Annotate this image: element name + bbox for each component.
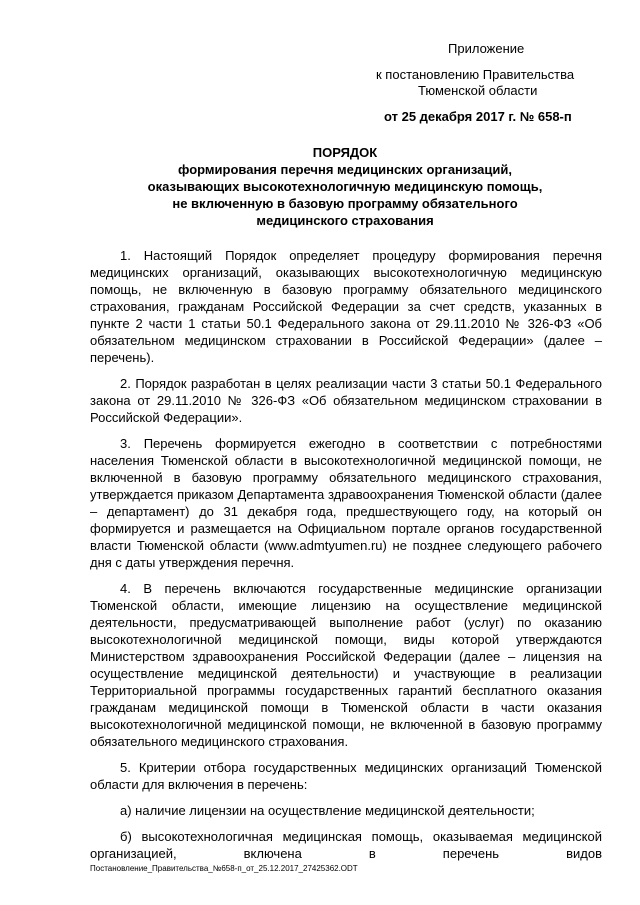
- resolution-line-2: Тюменской области: [418, 83, 538, 98]
- title-line-2: формирования перечня медицинских организаций,: [178, 162, 512, 177]
- document-title: [88, 144, 602, 229]
- document-body: [90, 247, 602, 862]
- paragraph-5: 5. Критерии отбора государственных медицинских организаций Тюменской области для включения в перечень:: [90, 760, 602, 792]
- title-line-4: не включенную в базовую программу обязательного: [172, 196, 518, 211]
- title-line-3: оказывающих высокотехнологичную медицинскую помощь,: [147, 179, 543, 194]
- footer-filename: Постановление_Правительства_№658-п_от_25.12.2017_27425362.ODT: [90, 864, 358, 873]
- paragraph-5a: а) наличие лицензии на осуществление медицинской деятельности;: [120, 803, 535, 818]
- paragraph-3: 3. Перечень формируется ежегодно в соответствии с потребностями населения Тюменской области в высокотехнологичной медицинской помощи, не включенной в базовую программу обязательного медицинского страхования, утверждается приказом Департамента здравоохранения Тюменской области (далее – департамент) до 31 декабря года, предшествующего году, на который он формируется и размещается на Официальном портале органов государственной власти Тюменской области (www.admtyumen.ru) не позднее следующего рабочего дня с даты утверждения перечня.: [90, 436, 602, 570]
- paragraph-5b: б) высокотехнологичная медицинская помощь, оказываемая медицинской организацией, включена в перечень видов: [90, 829, 602, 861]
- paragraph-2: 2. Порядок разработан в целях реализации части 3 статьи 50.1 Федерального закона от 29.11.2010 № 326-ФЗ «Об обязательном медицинском страховании в Российской Федерации».: [90, 376, 602, 425]
- paragraph-1: 1. Настоящий Порядок определяет процедуру формирования перечня медицинских организаций, оказывающих высокотехнологичную медицинскую помощь, не включенную в базовую программу обязательного медицинского страхования, гражданам Российской Федерации за счет средств, указанных в пункте 2 части 1 статьи 50.1 Федерального закона от 29.11.2010 № 326-ФЗ «Об обязательном медицинском страховании в Российской Федерации» (далее – перечень).: [90, 248, 602, 365]
- appendix-label: Приложение: [448, 41, 525, 56]
- resolution-line-1: к постановлению Правительства: [376, 67, 575, 82]
- paragraph-4: 4. В перечень включаются государственные медицинские организации Тюменской области, имеющие лицензию на осуществление медицинской деятельности, предусматривающей выполнение работ (услуг) по оказанию высокотехнологичной медицинской помощи, виды которой утверждаются Министерством здравоохранения Российской Федерации (далее – лицензия на осуществление медицинской деятельности) и участвующие в реализации Территориальной программы государственных гарантий бесплатного оказания гражданам медицинской помощи в Тюменской области в части оказания высокотехнологичной медицинской помощи, не включенной в базовую программу обязательного медицинского страхования.: [90, 581, 602, 749]
- resolution-date-number: от 25 декабря 2017 г. № 658-п: [384, 109, 572, 124]
- title-line-1: ПОРЯДОК: [312, 145, 378, 160]
- title-line-5: медицинского страхования: [256, 213, 434, 228]
